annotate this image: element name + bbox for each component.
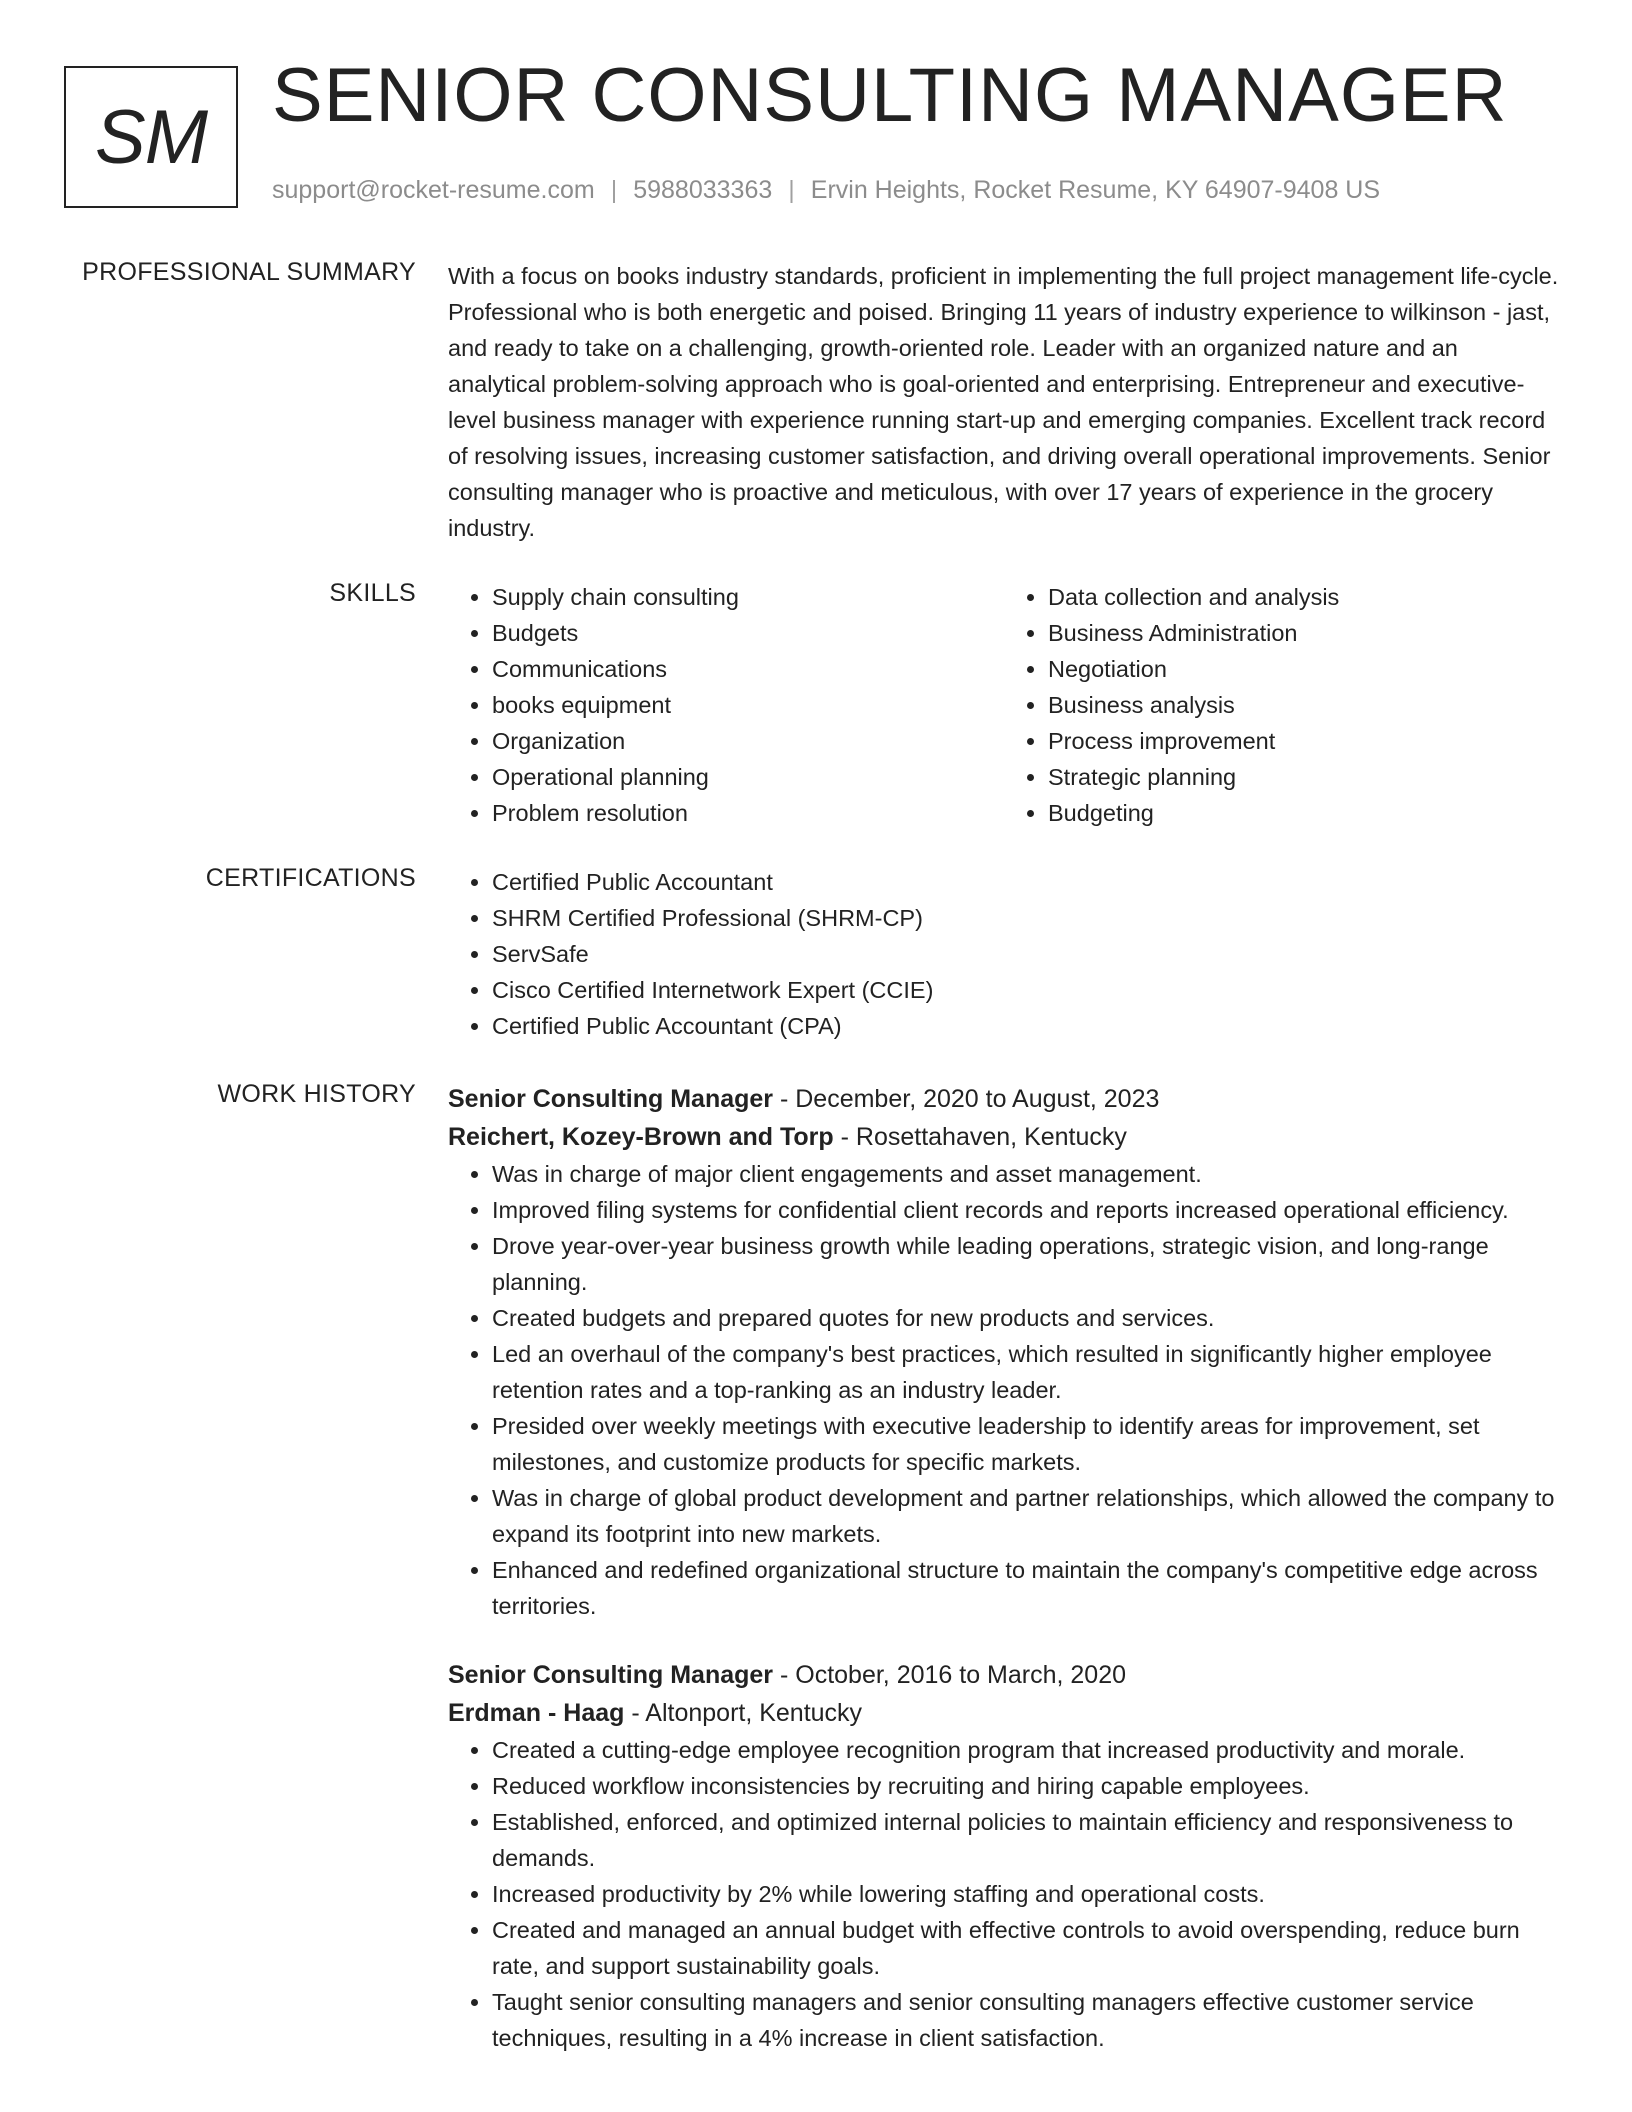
- job-bullets: [448, 1156, 1560, 1624]
- job-bullet: • Created and managed an annual budget with effective controls to avoid overspending, reduce burn rate, and support sustainability goals.: [492, 1912, 1560, 1984]
- contact-line: [272, 176, 1380, 205]
- skill-item: • Budgets: [492, 615, 1004, 651]
- skills-list-right: [1004, 579, 1560, 831]
- skills-label: SKILLS: [329, 579, 416, 607]
- skill-item: • Budgeting: [1048, 795, 1560, 831]
- job-bullet: • Increased productivity by 2% while lowering staffing and operational costs.: [492, 1876, 1560, 1912]
- skills-columns: [448, 579, 1560, 831]
- job-title: Senior Consulting Manager: [448, 1661, 774, 1689]
- skill-item: • Supply chain consulting: [492, 579, 1004, 615]
- skill-item: • Negotiation: [1048, 651, 1560, 687]
- skill-item: • Organization: [492, 723, 1004, 759]
- job-bullet: • Created a cutting-edge employee recognition program that increased productivity and morale.: [492, 1732, 1560, 1768]
- summary-text: With a focus on books industry standards, proficient in implementing the full project management life-cycle. Professional who is both energetic and poised. Bringing 11 years of industry experience to wilkinson - jast, and ready to take on a challenging, growth-oriented role. Leader with an organized nature and an analytical problem-solving approach who is goal-oriented and enterprising. Entrepreneur and executive-level business manager with experience running start-up and emerging companies. Excellent track record of resolving issues, increasing customer satisfaction, and driving overall operational improvements. Senior consulting manager who is proactive and meticulous, with over 17 years of experience in the grocery industry.: [448, 263, 1559, 541]
- job-title: Senior Consulting Manager: [448, 1085, 774, 1113]
- contact-address: Ervin Heights, Rocket Resume, KY 64907-9408 US: [810, 176, 1381, 204]
- job-company-line: [448, 1118, 1560, 1156]
- skill-item: • Process improvement: [1048, 723, 1560, 759]
- job-entry: [448, 1080, 1560, 1624]
- job-bullet: • Created budgets and prepared quotes for new products and services.: [492, 1300, 1560, 1336]
- job-company: Erdman - Haag: [448, 1699, 625, 1727]
- summary-label: PROFESSIONAL SUMMARY: [82, 258, 416, 286]
- job-title-line: [448, 1656, 1560, 1694]
- certifications-list: [448, 864, 1560, 1044]
- job-dates: - December, 2020 to August, 2023: [773, 1085, 1160, 1113]
- page-title: SENIOR CONSULTING MANAGER: [272, 53, 1508, 138]
- job-bullet: • Taught senior consulting managers and senior consulting managers effective customer service techniques, resulting in a 4% increase in client satisfaction.: [492, 1984, 1560, 2056]
- skill-item: • Communications: [492, 651, 1004, 687]
- job-company-line: [448, 1694, 1560, 1732]
- job-bullet: • Was in charge of global product development and partner relationships, which allowed the company to expand its footprint into new markets.: [492, 1480, 1560, 1552]
- job-location: - Rosettahaven, Kentucky: [833, 1123, 1127, 1151]
- job-entry: [448, 1656, 1560, 2056]
- job-bullet: • Established, enforced, and optimized internal policies to maintain efficiency and responsiveness to demands.: [492, 1804, 1560, 1876]
- certifications-label: CERTIFICATIONS: [205, 864, 416, 892]
- certification-item: • ServSafe: [492, 936, 1560, 972]
- skills-list-left: [448, 579, 1004, 831]
- job-bullet: • Drove year-over-year business growth while leading operations, strategic vision, and long-range planning.: [492, 1228, 1560, 1300]
- job-bullet: • Presided over weekly meetings with executive leadership to identify areas for improvement, set milestones, and customize products for specific markets.: [492, 1408, 1560, 1480]
- job-bullet: • Was in charge of major client engagements and asset management.: [492, 1156, 1560, 1192]
- skill-item: • Business Administration: [1048, 615, 1560, 651]
- job-company: Reichert, Kozey-Brown and Torp: [448, 1123, 834, 1151]
- skill-item: • Operational planning: [492, 759, 1004, 795]
- job-dates: - October, 2016 to March, 2020: [773, 1661, 1127, 1689]
- contact-separator: |: [788, 176, 795, 204]
- contact-email: support@rocket-resume.com: [272, 176, 595, 204]
- certification-item: • Certified Public Accountant (CPA): [492, 1008, 1560, 1044]
- contact-phone: 5988033363: [633, 176, 773, 204]
- job-bullet: • Improved filing systems for confidential client records and reports increased operational efficiency.: [492, 1192, 1560, 1228]
- skill-item: • Business analysis: [1048, 687, 1560, 723]
- skill-item: • books equipment: [492, 687, 1004, 723]
- skill-item: • Strategic planning: [1048, 759, 1560, 795]
- job-location: - Altonport, Kentucky: [624, 1699, 863, 1727]
- contact-separator: |: [610, 176, 618, 204]
- skill-item: • Data collection and analysis: [1048, 579, 1560, 615]
- monogram-logo: SM: [64, 66, 238, 208]
- job-title-line: [448, 1080, 1560, 1118]
- work-history-label: WORK HISTORY: [217, 1080, 416, 1108]
- job-bullet: • Reduced workflow inconsistencies by recruiting and hiring capable employees.: [492, 1768, 1560, 1804]
- certification-item: • Cisco Certified Internetwork Expert (CCIE): [492, 972, 1560, 1008]
- certifications-body: [448, 864, 1560, 1044]
- skill-item: • Problem resolution: [492, 795, 1004, 831]
- certification-item: • Certified Public Accountant: [492, 864, 1560, 900]
- job-bullet: • Enhanced and redefined organizational structure to maintain the company's competitive edge across territories.: [492, 1552, 1560, 1624]
- work-history-body: [448, 1080, 1560, 2056]
- certification-item: • SHRM Certified Professional (SHRM-CP): [492, 900, 1560, 936]
- job-bullets: [448, 1732, 1560, 2056]
- job-bullet: • Led an overhaul of the company's best practices, which resulted in significantly higher employee retention rates and a top-ranking as an industry leader.: [492, 1336, 1560, 1408]
